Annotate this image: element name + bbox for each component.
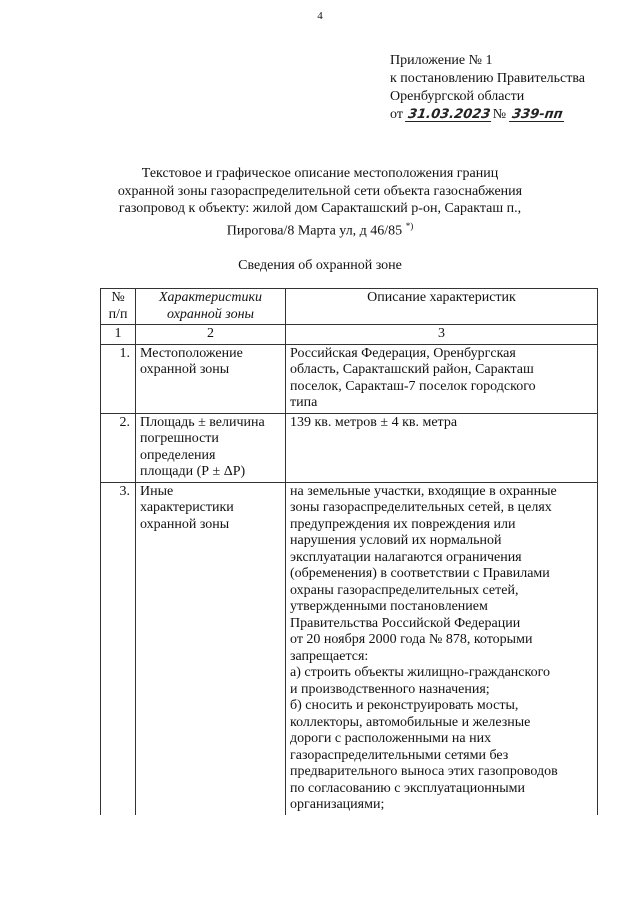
handwritten-number: 339-пп bbox=[510, 107, 564, 122]
description-line: Российская Федерация, Оренбургская bbox=[290, 345, 516, 361]
description-line: на земельные участки, входящие в охранные bbox=[290, 483, 557, 499]
header-description: Описание характеристик bbox=[286, 289, 598, 325]
row-description bbox=[286, 482, 598, 815]
characteristic-line: характеристики bbox=[140, 500, 234, 515]
description-line: газораспределительными сетями без bbox=[290, 747, 509, 763]
characteristic-line: охранной зоны bbox=[140, 362, 230, 377]
document-title bbox=[0, 165, 640, 240]
characteristic-line: Иные bbox=[140, 483, 174, 499]
description-line: б) сносить и реконструировать мосты, bbox=[290, 698, 519, 713]
appendix-date-line bbox=[390, 106, 585, 124]
header-characteristics bbox=[136, 289, 286, 325]
header-char-line-2: охранной зоны bbox=[166, 306, 255, 322]
description-line: предупреждения их повреждения или bbox=[290, 516, 516, 532]
row-characteristic bbox=[136, 344, 286, 413]
index-cell: 1 bbox=[101, 325, 136, 345]
footnote-mark: *) bbox=[405, 220, 414, 231]
description-line: утвержденными постановлением bbox=[290, 599, 488, 614]
handwritten-date: 31.03.2023 bbox=[407, 107, 492, 122]
description-line: поселок, Саракташ-7 поселок городского bbox=[290, 378, 536, 394]
description-line: а) строить объекты жилищно-гражданского bbox=[290, 665, 550, 680]
title-line-1: Текстовое и графическое описание местоположения границ bbox=[141, 166, 499, 181]
title-line-4-text: Пирогова/8 Марта ул, д 46/85 bbox=[226, 223, 403, 239]
description-line: зоны газораспределительных сетей, в целях bbox=[290, 500, 552, 515]
appendix-decree: к постановлению Правительства bbox=[390, 71, 586, 86]
table-row bbox=[101, 344, 598, 413]
description-line: и производственного назначения; bbox=[290, 681, 490, 697]
description-line: (обременения) в соответствии с Правилами bbox=[290, 566, 550, 581]
description-line: дороги с расположенными на них bbox=[290, 731, 492, 746]
appendix-block bbox=[390, 52, 585, 124]
header-char-line-1: Характеристики bbox=[158, 290, 263, 305]
index-cell: 3 bbox=[286, 325, 598, 345]
table-index-row bbox=[101, 325, 598, 345]
description-line: по согласованию с эксплуатационными bbox=[290, 780, 525, 796]
header-num-line-1: № bbox=[111, 290, 125, 305]
description-line: предварительного выноса этих газопроводов bbox=[290, 764, 558, 779]
header-num bbox=[101, 289, 136, 325]
row-number: 2. bbox=[101, 413, 136, 482]
description-line: от 20 ноября 2000 года № 878, которыми bbox=[290, 632, 533, 647]
description-line: 139 кв. метров ± 4 кв. метра bbox=[290, 414, 458, 430]
title-line-4 bbox=[0, 218, 640, 240]
description-line: область, Саракташский район, Саракташ bbox=[290, 362, 534, 377]
description-line: коллекторы, автомобильные и железные bbox=[290, 714, 531, 730]
row-description bbox=[286, 413, 598, 482]
zone-info-table bbox=[100, 288, 598, 815]
appendix-region: Оренбургской области bbox=[390, 89, 525, 104]
row-characteristic bbox=[136, 482, 286, 815]
row-number: 3. bbox=[101, 482, 136, 815]
appendix-title: Приложение № 1 bbox=[390, 53, 493, 68]
title-line-3: газопровод к объекту: жилой дом Саракташский р-он, Саракташ п., bbox=[118, 201, 522, 216]
row-description bbox=[286, 344, 598, 413]
header-num-line-2: п/п bbox=[108, 306, 128, 322]
table-row bbox=[101, 413, 598, 482]
title-line-2: охранной зоны газораспределительной сети объекта газоснабжения bbox=[117, 183, 523, 199]
description-line: нарушения условий их нормальной bbox=[290, 533, 502, 548]
characteristic-line: определения bbox=[140, 447, 216, 463]
characteristic-line: погрешности bbox=[140, 431, 219, 446]
description-line: запрещается: bbox=[290, 648, 369, 664]
characteristic-line: охранной зоны bbox=[140, 516, 230, 532]
row-characteristic bbox=[136, 413, 286, 482]
section-subtitle: Сведения об охранной зоне bbox=[238, 258, 402, 273]
characteristic-line: площади (Р ± ΔР) bbox=[140, 464, 246, 479]
description-line: организациями; bbox=[290, 797, 385, 812]
number-sign: № bbox=[492, 107, 507, 122]
table-header-row bbox=[101, 289, 598, 325]
description-line: эксплуатации налагаются ограничения bbox=[290, 549, 522, 565]
row-number: 1. bbox=[101, 344, 136, 413]
description-line: типа bbox=[290, 395, 318, 410]
characteristic-line: Площадь ± величина bbox=[140, 414, 265, 430]
appendix-from-label: от bbox=[390, 107, 403, 122]
description-line: охраны газораспределительных сетей, bbox=[290, 582, 519, 598]
description-line: Правительства Российской Федерации bbox=[290, 615, 521, 631]
characteristic-line: Местоположение bbox=[140, 345, 243, 361]
index-cell: 2 bbox=[136, 325, 286, 345]
table-row bbox=[101, 482, 598, 815]
page-number: 4 bbox=[317, 10, 323, 22]
